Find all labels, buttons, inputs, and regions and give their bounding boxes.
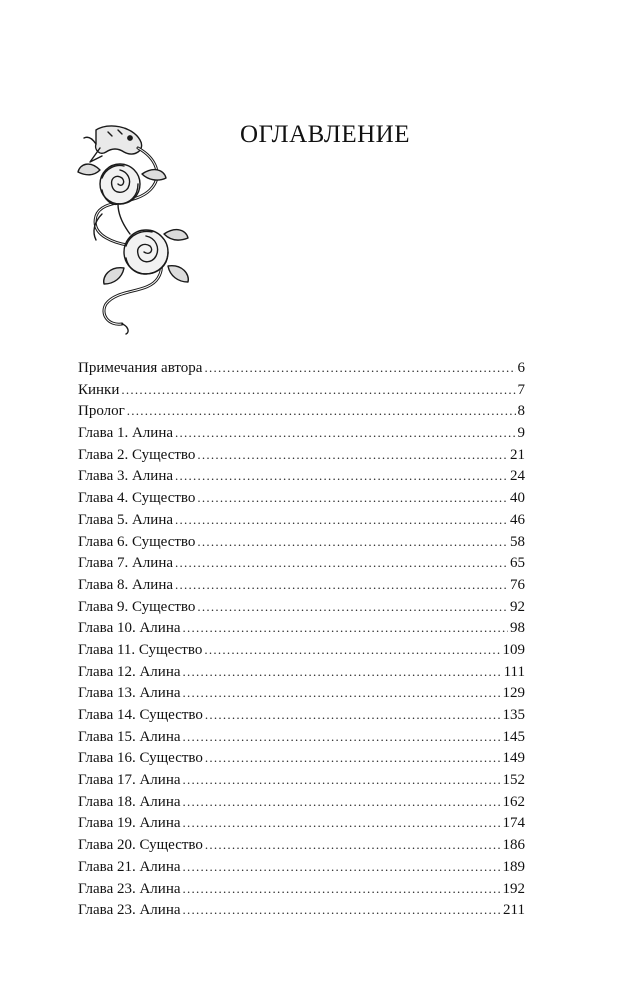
toc-entry <box>78 747 525 769</box>
toc-entry-page-number: 174 <box>502 815 525 832</box>
toc-entry-page-number: 98 <box>510 620 525 637</box>
toc-entry-label: Глава 21. Алина <box>78 858 181 875</box>
toc-leader-dots <box>175 422 515 444</box>
toc-entry-page-number: 65 <box>510 555 525 572</box>
toc-leader-dots <box>175 465 508 487</box>
toc-entry-page-number: 7 <box>517 381 525 398</box>
toc-leader-dots <box>183 791 501 813</box>
toc-entry-label: Глава 17. Алина <box>78 772 181 789</box>
toc-entry-label: Глава 13. Алина <box>78 685 181 702</box>
toc-entry <box>78 574 525 596</box>
toc-entry <box>78 812 525 834</box>
toc-entry-label: Глава 14. Существо <box>78 707 203 723</box>
toc-entry-label: Глава 5. Алина <box>78 511 174 528</box>
toc-entry-label: Глава 20. Существо <box>78 837 203 854</box>
toc-leader-dots <box>183 878 501 900</box>
toc-leader-dots <box>197 531 508 553</box>
toc-entry <box>78 379 525 401</box>
toc-entry-page-number: 109 <box>502 641 525 658</box>
toc-entry-page-number: 135 <box>502 707 525 723</box>
toc-entry-page-number: 9 <box>517 425 525 442</box>
toc-entry <box>78 899 525 921</box>
toc-entry-label: Глава 6. Существо <box>78 533 196 550</box>
toc-entry-page-number: 192 <box>502 880 525 897</box>
toc-entry-page-number: 162 <box>502 793 525 810</box>
toc-entry-page-number: 24 <box>510 468 525 485</box>
toc-leader-dots <box>183 769 501 791</box>
toc-leader-dots <box>183 617 508 639</box>
toc-entry-label: Глава 19. Алина <box>78 815 181 832</box>
toc-leader-dots <box>205 834 501 856</box>
toc-entry <box>78 726 525 748</box>
toc-leader-dots <box>183 856 501 878</box>
snake-roses-illustration <box>72 118 200 338</box>
toc-entry-label: Глава 10. Алина <box>78 620 181 637</box>
toc-entry <box>78 509 525 531</box>
toc-entry-label: Глава 4. Существо <box>78 490 196 507</box>
toc-entry-label: Глава 11. Существо <box>78 641 203 658</box>
toc-leader-dots <box>183 661 502 683</box>
toc-entry <box>78 531 525 553</box>
toc-entry-label: Глава 8. Алина <box>78 576 174 593</box>
toc-entry-label: Пролог <box>78 403 125 420</box>
page-title: ОГЛАВЛЕНИЕ <box>240 121 410 148</box>
toc-leader-dots <box>175 509 508 531</box>
toc-entry <box>78 487 525 509</box>
toc-entry-label: Кинки <box>78 381 120 398</box>
toc-entry-label: Примечания автора <box>78 360 203 376</box>
toc-entry <box>78 400 525 422</box>
toc-entry <box>78 769 525 791</box>
toc-entry <box>78 856 525 878</box>
toc-entry <box>78 682 525 704</box>
toc-entry-label: Глава 15. Алина <box>78 728 181 745</box>
toc-entry-page-number: 40 <box>510 490 525 507</box>
toc-entry <box>78 617 525 639</box>
toc-entry-page-number: 186 <box>502 837 525 854</box>
toc-leader-dots <box>121 379 515 401</box>
toc-entry-label: Глава 12. Алина <box>78 663 181 680</box>
toc-entry-page-number: 152 <box>502 772 525 789</box>
toc-entry <box>78 444 525 466</box>
toc-entry-page-number: 76 <box>510 576 525 593</box>
toc-leader-dots <box>204 639 500 661</box>
toc-leader-dots <box>197 444 508 466</box>
toc-entry <box>78 878 525 900</box>
table-of-contents <box>78 357 525 921</box>
toc-entry-label: Глава 1. Алина <box>78 425 174 442</box>
toc-entry <box>78 791 525 813</box>
toc-entry-page-number: 6 <box>517 360 525 376</box>
toc-entry-page-number: 211 <box>503 902 525 919</box>
toc-entry <box>78 422 525 444</box>
toc-entry-page-number: 46 <box>510 511 525 528</box>
toc-entry-page-number: 21 <box>510 446 525 463</box>
toc-leader-dots <box>204 357 515 379</box>
toc-leader-dots <box>183 812 501 834</box>
toc-entry-label: Глава 9. Существо <box>78 598 196 615</box>
toc-entry <box>78 357 525 379</box>
toc-entry-label: Глава 7. Алина <box>78 555 174 572</box>
toc-entry-label: Глава 3. Алина <box>78 468 174 485</box>
toc-entry-page-number: 111 <box>503 663 525 680</box>
toc-leader-dots <box>205 747 501 769</box>
toc-entry-page-number: 92 <box>510 598 525 615</box>
toc-entry-label: Глава 23. Алина <box>78 902 181 919</box>
toc-entry-page-number: 8 <box>517 403 525 420</box>
toc-leader-dots <box>183 899 502 921</box>
toc-entry-label: Глава 18. Алина <box>78 793 181 810</box>
toc-entry <box>78 661 525 683</box>
toc-entry-page-number: 58 <box>510 533 525 550</box>
toc-entry <box>78 639 525 661</box>
toc-entry <box>78 704 525 726</box>
toc-entry <box>78 596 525 618</box>
toc-entry <box>78 552 525 574</box>
toc-leader-dots <box>197 596 508 618</box>
toc-entry <box>78 834 525 856</box>
toc-entry-page-number: 145 <box>502 728 525 745</box>
snake-roses-icon <box>72 118 200 338</box>
toc-leader-dots <box>127 400 516 422</box>
toc-entry-label: Глава 16. Существо <box>78 750 203 767</box>
toc-leader-dots <box>197 487 508 509</box>
toc-leader-dots <box>175 552 508 574</box>
toc-leader-dots <box>205 704 501 726</box>
toc-entry <box>78 465 525 487</box>
toc-leader-dots <box>183 682 501 704</box>
toc-entry-page-number: 189 <box>502 858 525 875</box>
toc-entry-label: Глава 2. Существо <box>78 446 196 463</box>
toc-leader-dots <box>183 726 501 748</box>
toc-entry-page-number: 129 <box>502 685 525 702</box>
toc-leader-dots <box>175 574 508 596</box>
toc-entry-page-number: 149 <box>502 750 525 767</box>
toc-entry-label: Глава 23. Алина <box>78 880 181 897</box>
